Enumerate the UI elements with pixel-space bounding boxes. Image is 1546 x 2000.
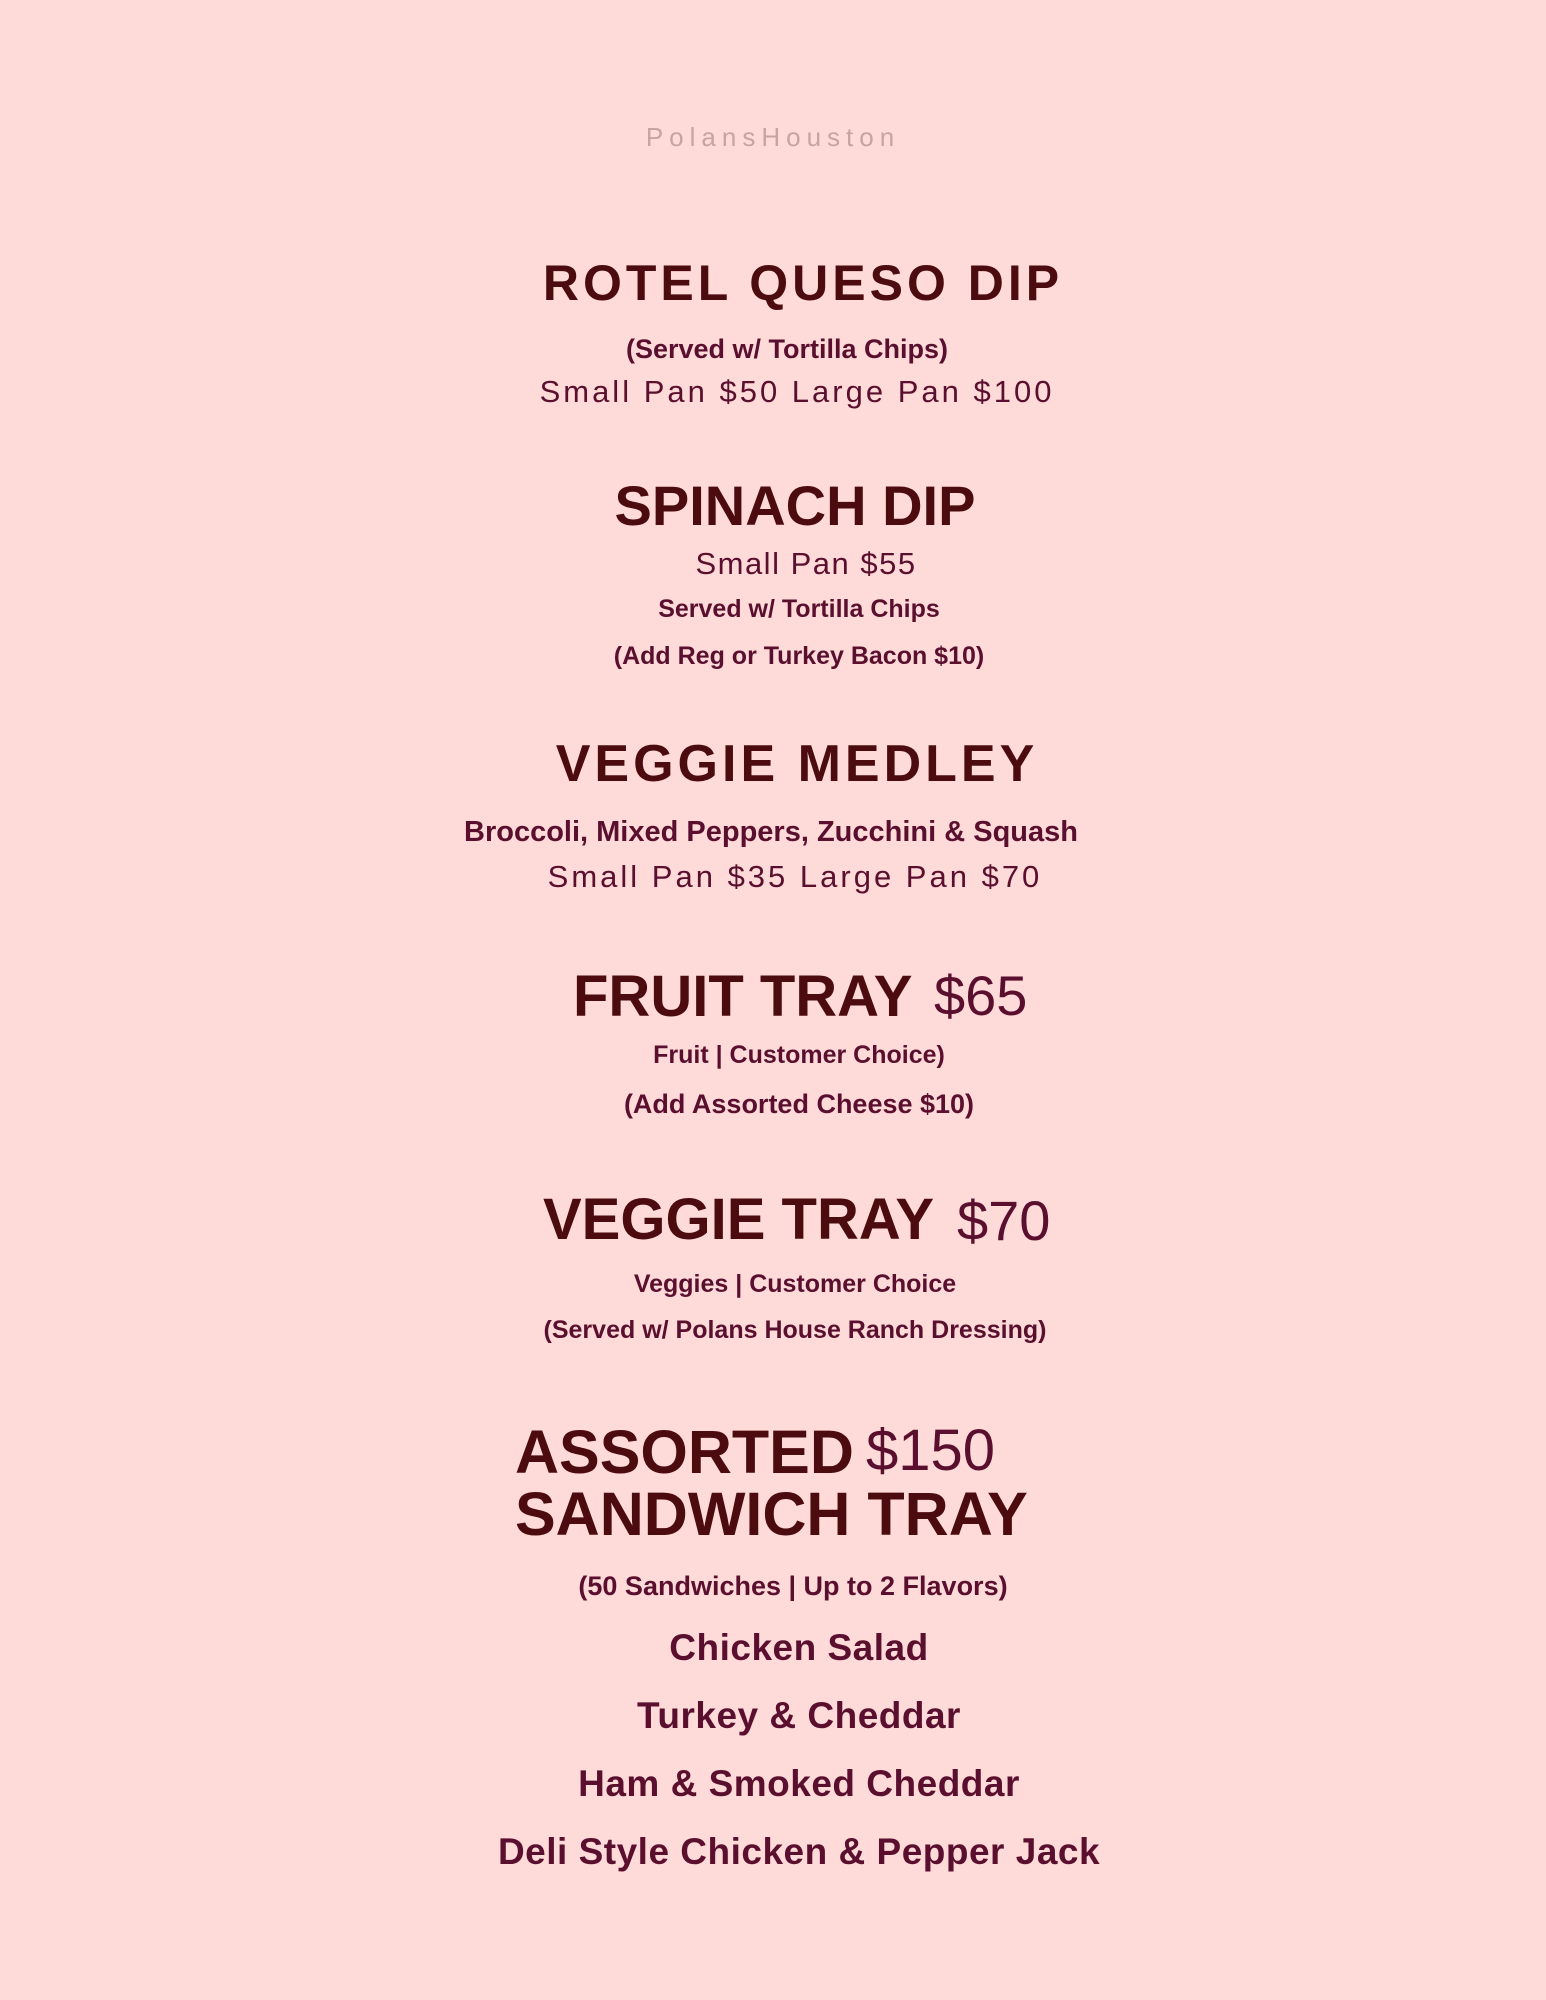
veggie-medley-description: Broccoli, Mixed Peppers, Zucchini & Squash bbox=[464, 816, 1078, 848]
veggie-tray-note-2: (Served w/ Polans House Ranch Dressing) bbox=[543, 1316, 1047, 1344]
fruit-tray-price: $65 bbox=[934, 964, 1028, 1027]
list-item: Turkey & Cheddar bbox=[637, 1695, 961, 1736]
list-item: Chicken Salad bbox=[669, 1627, 929, 1668]
fruit-tray-note-1: Fruit | Customer Choice) bbox=[653, 1041, 945, 1069]
brand-name: PolansHouston bbox=[645, 122, 901, 152]
sandwich-tray-title-line-2: SANDWICH TRAY bbox=[515, 1480, 1028, 1548]
veggie-tray-title: VEGGIE TRAY bbox=[543, 1187, 935, 1252]
rotel-title: ROTEL QUESO DIP bbox=[542, 255, 1064, 311]
veggie-tray-note-1: Veggies | Customer Choice bbox=[633, 1270, 957, 1298]
veggie-tray-price: $70 bbox=[957, 1189, 1051, 1252]
spinach-title: SPINACH DIP bbox=[614, 474, 976, 537]
fruit-tray-note-2: (Add Assorted Cheese $10) bbox=[623, 1089, 975, 1119]
veggie-medley-title: VEGGIE MEDLEY bbox=[555, 735, 1039, 793]
list-item: Ham & Smoked Cheddar bbox=[578, 1763, 1020, 1804]
spinach-pan: Small Pan $55 bbox=[695, 546, 917, 581]
sandwich-tray-title-line-1: ASSORTED bbox=[515, 1418, 854, 1486]
veggie-medley-pans: Small Pan $35 Large Pan $70 bbox=[547, 859, 1043, 894]
rotel-note: (Served w/ Tortilla Chips) bbox=[625, 334, 949, 364]
spinach-note-2: (Add Reg or Turkey Bacon $10) bbox=[613, 642, 985, 670]
list-item: Deli Style Chicken & Pepper Jack bbox=[497, 1831, 1101, 1872]
sandwich-tray-note: (50 Sandwiches | Up to 2 Flavors) bbox=[578, 1571, 1008, 1601]
spinach-note-1: Served w/ Tortilla Chips bbox=[658, 595, 940, 623]
rotel-pans: Small Pan $50 Large Pan $100 bbox=[539, 374, 1055, 409]
sandwich-tray-price: $150 bbox=[866, 1418, 996, 1483]
fruit-tray-title: FRUIT TRAY bbox=[573, 964, 913, 1029]
